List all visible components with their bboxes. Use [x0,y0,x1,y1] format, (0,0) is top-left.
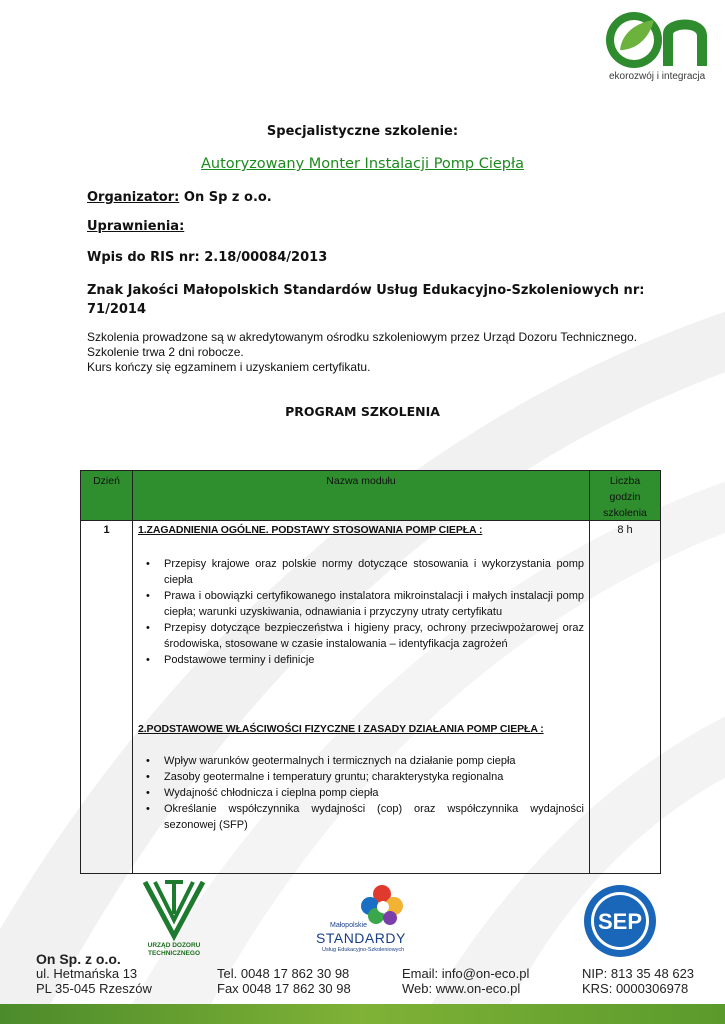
standardy-subtitle: Usług Edukacyjno-Szkoleniowych [322,947,405,953]
column-header-module: Nazwa modułu [326,475,396,487]
list-item: • Prawa i obowiązki certyfikowanego instalatora mikroinstalacji i małych instalacji pomp ciepła; warunki uzyskiwania, odnawiania i przyczyny utraty certyfikatu [138,588,584,620]
description-paragraph [87,330,647,375]
list-item: • Zasoby geotermalne i temperatury gruntu; charakterystyka regionalna [138,769,584,785]
organizer-line [87,190,272,205]
column-header-day: Dzień [93,475,120,487]
organizer-label: Organizator: [87,190,180,205]
module-2 [138,723,584,833]
column-header-hours-line: szkolenia [603,507,647,519]
footer-bar [0,1004,725,1024]
page-title: Autoryzowany Monter Instalacji Pomp Ciepła [200,156,525,172]
list-item: • Wpływ warunków geotermalnych i termicznych na działanie pomp ciepła [138,753,584,769]
list-item: • Określanie współczynnika wydajności (cop) oraz współczynnika wydajności sezonowej (SFP) [138,801,584,833]
standardy-label: STANDARDY [316,930,406,946]
ris-entry: Wpis do RIS nr: 2.18/00084/2013 [87,250,328,265]
website-address: Web: www.on-eco.pl [402,981,521,996]
address-line: ul. Hetmańska 13 [36,966,138,981]
permissions-line [87,219,184,234]
email-address: Email: info@on-eco.pl [402,966,530,981]
krs-number: KRS: 0000306978 [582,981,689,996]
list-item: • Podstawowe terminy i definicje [138,652,584,668]
day-number: 1 [103,524,110,536]
nip-number: NIP: 813 35 48 623 [582,966,695,981]
logo-tagline: ekorozwój i integracja [609,71,706,82]
udt-logo-text [139,942,209,958]
module-topic-list [138,556,584,668]
quality-mark: Znak Jakości Małopolskich Standardów Usług Edukacyjno-Szkoleniowych nr: 71/2014 [87,283,645,317]
program-table [80,470,661,874]
udt-logo-line: URZĄD DOZORU [147,942,201,949]
list-item: • Wydajność chłodnicza i cieplna pomp ciepła [138,785,584,801]
module-title: 1.ZAGADNIENIA OGÓLNE. PODSTAWY STOSOWANIA POMP CIEPŁA : [138,524,483,536]
phone-number: Tel. 0048 17 862 30 98 [217,966,350,981]
table-divider [132,471,133,873]
list-item: • Przepisy dotyczące bezpieczeństwa i higieny pracy, ochrony przeciwpożarowej oraz środowiska, stosowane w czasie instalowania – identyfikacja zagrożeń [138,620,584,652]
sep-logo-icon [582,883,658,959]
address-line: PL 35-045 Rzeszów [36,981,152,996]
column-header-hours-line: godzin [609,491,641,503]
subtitle: Specjalistyczne szkolenie: [266,124,459,139]
company-name: On Sp. z o.o. [36,951,121,967]
malopolskie-label: Małopolskie [330,922,367,929]
module-topic-list [138,753,584,833]
organizer-value: On Sp z o.o. [183,190,272,205]
description-line: Szkolenie trwa 2 dni robocze. [87,345,244,359]
fax-number: Fax 0048 17 862 30 98 [217,981,351,996]
program-heading: PROGRAM SZKOLENIA [285,404,440,419]
permissions-label: Uprawnienia: [87,219,185,234]
udt-logo-line: TECHNICZNEGO [148,950,200,957]
description-line: Kurs kończy się egzaminem i uzyskaniem certyfikatu. [87,360,371,374]
sep-logo-text: SEP [597,909,643,934]
list-item: • Przepisy krajowe oraz polskie normy dotyczące stosowania i wykorzystania pomp ciepła [138,556,584,588]
description-line: Szkolenia prowadzone są w akredytowanym ośrodku szkoleniowym przez Urząd Dozoru Technicznego. [87,330,638,344]
hours-value: 8 h [617,524,633,536]
column-header-hours [590,473,660,521]
module-title: 2.PODSTAWOWE WŁAŚCIWOŚCI FIZYCZNE I ZASADY DZIAŁANIA POMP CIEPŁA : [138,723,544,735]
column-header-hours-line: Liczba [609,475,641,487]
module-1 [138,524,584,668]
